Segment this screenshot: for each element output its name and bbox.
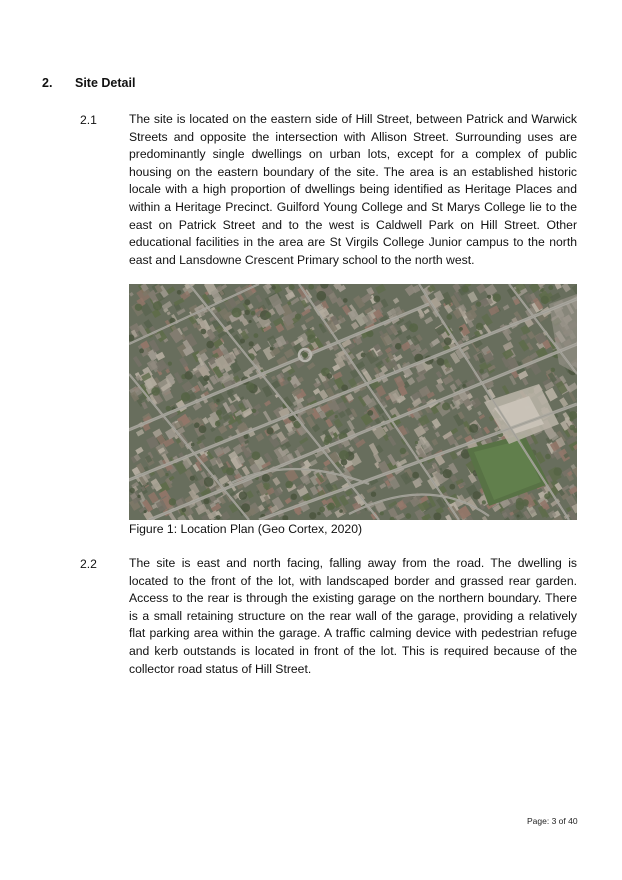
aerial-photo-graphic (129, 284, 577, 520)
paragraph-2-1-text: The site is located on the eastern side of Hill Street, between Patrick and Warwick Streets and opposite the intersection with Allison Street. Surrounding uses are predominantly single dwellings on urban lots, except for a complex of public housing on the eastern boundary of the site. The area is an established historic locale with a high proportion of dwellings being identified as Heritage Places and within a Heritage Precinct. Guilford Young College and St Marys College lie to the east on Patrick Street and to the west is Caldwell Park on Hill Street. Other educational facilities in the area are St Virgils College Junior campus to the north east and Lansdowne Crescent Primary school to the north west. (129, 112, 577, 267)
aerial-location-map (129, 284, 577, 520)
paragraph-number-2-1: 2.1 (80, 113, 97, 127)
paragraph-2-2-text: The site is east and north facing, falling away from the road. The dwelling is located to the front of the lot, with landscaped border and grassed rear garden. Access to the rear is through the existing garage on the northern boundary. There is a small retaining structure on the rear wall of the garage, providing a relatively flat parking area within the garage. A traffic calming device with pedestrian refuge and kerb outstands is located in front of the lot. This is required because of the collector road status of Hill Street. (129, 556, 577, 676)
paragraph-number-2-2: 2.2 (80, 557, 97, 571)
section-title: Site Detail (75, 76, 136, 90)
figure-caption: Figure 1: Location Plan (Geo Cortex, 2020) (129, 522, 363, 536)
section-number: 2. (42, 76, 53, 90)
page-number: Page: 3 of 40 (527, 816, 578, 826)
